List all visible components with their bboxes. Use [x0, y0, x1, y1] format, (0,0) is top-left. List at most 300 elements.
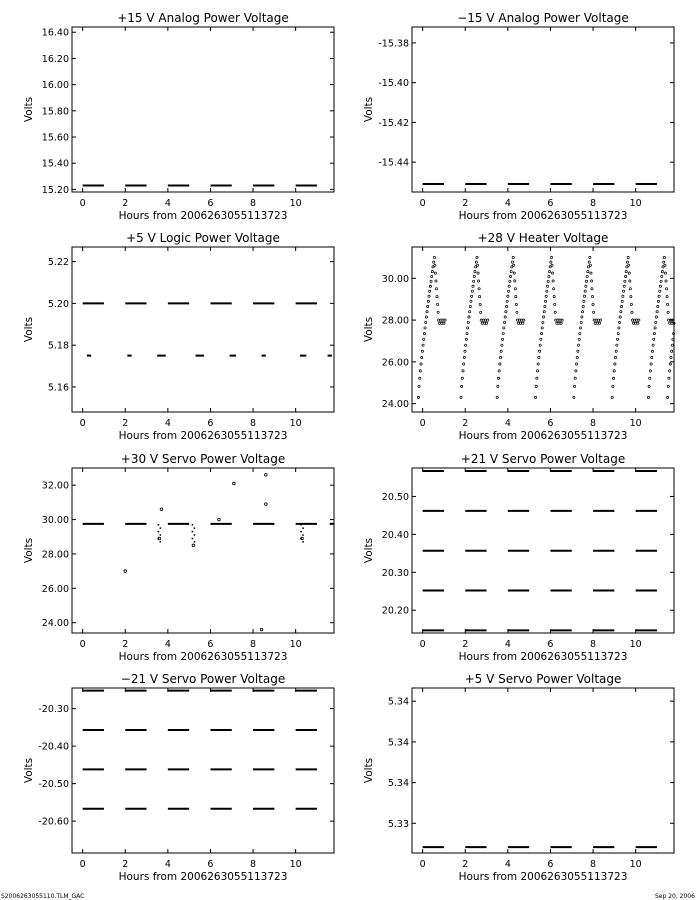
data-point	[581, 316, 583, 318]
data-point	[655, 321, 657, 323]
data-point	[420, 363, 422, 365]
data-point	[660, 280, 662, 282]
chart-panel	[23, 11, 334, 222]
data-point	[592, 303, 594, 305]
data-point	[614, 363, 616, 365]
data-point	[625, 271, 627, 273]
data-point	[577, 344, 579, 346]
y-tick-label: 16.40	[41, 27, 69, 39]
data-point	[300, 531, 302, 533]
data-point	[617, 332, 619, 334]
data-point	[589, 264, 591, 266]
data-point	[630, 296, 632, 298]
data-point	[651, 356, 653, 358]
data-point	[575, 370, 577, 372]
data-point	[505, 311, 507, 313]
data-point	[548, 271, 550, 273]
data-point	[507, 290, 509, 292]
data-point	[669, 363, 671, 365]
data-point	[665, 280, 667, 282]
data-point	[590, 272, 592, 274]
x-tick-label: 2	[122, 859, 129, 870]
data-point	[653, 338, 655, 340]
data-point	[192, 538, 194, 540]
y-tick-label: 5.20	[47, 298, 69, 310]
data-point	[159, 541, 161, 543]
x-tick-label: 10	[289, 198, 302, 209]
data-point	[513, 264, 515, 266]
data-point	[300, 524, 302, 526]
data-point	[468, 316, 470, 318]
y-tick-label: 5.22	[47, 257, 69, 269]
data-point	[421, 350, 423, 352]
data-point	[434, 264, 436, 266]
data-point	[592, 311, 594, 313]
data-point	[540, 332, 542, 334]
chart-title: −21 V Servo Power Voltage	[120, 672, 286, 686]
data-point	[477, 280, 479, 282]
x-axis-label: Hours from 2006263055113723	[458, 210, 628, 222]
y-tick-label: 20.30	[381, 567, 409, 579]
data-point	[477, 272, 479, 274]
data-point	[544, 300, 546, 302]
data-point	[463, 363, 465, 365]
data-point	[511, 261, 513, 263]
y-tick-label: -20.60	[38, 816, 69, 828]
y-tick-label: 16.20	[41, 53, 69, 65]
data-point	[302, 541, 304, 543]
data-point	[487, 319, 489, 321]
data-point	[426, 311, 428, 313]
data-point	[443, 322, 445, 324]
data-point	[656, 311, 658, 313]
data-point	[503, 327, 505, 329]
data-point	[194, 527, 196, 529]
data-point	[638, 319, 640, 321]
x-tick-label: 4	[164, 639, 171, 650]
data-point	[467, 327, 469, 329]
data-point	[611, 396, 613, 398]
x-tick-label: 10	[289, 859, 302, 870]
data-point	[626, 261, 628, 263]
y-axis-label: Volts	[23, 96, 35, 123]
data-point	[504, 316, 506, 318]
y-tick-label: -20.50	[38, 779, 69, 791]
data-point	[218, 518, 221, 521]
data-point	[560, 322, 562, 324]
y-tick-label: -15.42	[378, 117, 409, 129]
data-point	[469, 305, 471, 307]
data-point	[614, 356, 616, 358]
y-tick-label: -15.44	[378, 157, 409, 169]
data-point	[466, 332, 468, 334]
data-point	[659, 290, 661, 292]
x-tick-label: 2	[462, 859, 469, 870]
data-point	[302, 534, 304, 536]
y-tick-label: 15.20	[41, 184, 69, 196]
data-point	[515, 296, 517, 298]
data-point	[478, 288, 480, 290]
data-point	[544, 305, 546, 307]
data-point	[157, 524, 159, 526]
data-point	[659, 285, 661, 287]
x-tick-label: 10	[629, 198, 642, 209]
data-point	[647, 396, 649, 398]
y-tick-label: -15.38	[378, 38, 409, 50]
data-point	[615, 350, 617, 352]
x-tick-label: 0	[79, 418, 86, 429]
data-point	[435, 288, 437, 290]
data-point	[661, 275, 663, 277]
chart-title: +5 V Servo Power Voltage	[464, 672, 622, 686]
x-tick-label: 0	[419, 418, 426, 429]
x-axis-label: Hours from 2006263055113723	[118, 430, 288, 442]
y-tick-label: 24.00	[381, 399, 409, 411]
data-point	[428, 295, 430, 297]
data-point	[539, 344, 541, 346]
data-point	[667, 396, 669, 398]
data-point	[463, 356, 465, 358]
data-point	[462, 370, 464, 372]
data-point	[668, 377, 670, 379]
x-tick-label: 10	[629, 418, 642, 429]
x-tick-label: 0	[419, 639, 426, 650]
data-point	[624, 275, 626, 277]
x-tick-label: 6	[207, 418, 214, 429]
data-point	[628, 272, 630, 274]
data-point	[542, 321, 544, 323]
data-point	[514, 280, 516, 282]
data-point	[583, 300, 585, 302]
chart-title: +30 V Servo Power Voltage	[120, 452, 286, 466]
chart-title: +15 V Analog Power Voltage	[117, 11, 289, 25]
data-point	[620, 305, 622, 307]
data-point	[664, 272, 666, 274]
data-point	[192, 524, 194, 526]
y-tick-label: 24.00	[41, 618, 69, 630]
data-point	[591, 288, 593, 290]
data-point	[194, 534, 196, 536]
data-point	[561, 319, 563, 321]
data-point	[584, 290, 586, 292]
data-point	[664, 264, 666, 266]
x-axis-label: Hours from 2006263055113723	[458, 871, 628, 883]
data-point	[545, 295, 547, 297]
x-tick-label: 6	[547, 639, 554, 650]
data-point	[436, 303, 438, 305]
x-tick-label: 10	[629, 639, 642, 650]
data-point	[667, 311, 669, 313]
data-point	[499, 356, 501, 358]
data-point	[637, 322, 639, 324]
data-point	[535, 385, 537, 387]
x-tick-label: 4	[504, 859, 511, 870]
data-point	[616, 344, 618, 346]
data-point	[612, 385, 614, 387]
data-point	[124, 570, 127, 573]
x-tick-label: 2	[462, 639, 469, 650]
data-point	[160, 508, 163, 511]
data-point	[672, 338, 674, 340]
data-point	[669, 370, 671, 372]
data-point	[624, 280, 626, 282]
data-point	[421, 356, 423, 358]
data-point	[300, 538, 302, 540]
chart-panel	[23, 231, 334, 442]
data-point	[423, 338, 425, 340]
data-point	[619, 316, 621, 318]
data-point	[538, 356, 540, 358]
data-point	[425, 321, 427, 323]
data-point	[658, 295, 660, 297]
data-point	[618, 321, 620, 323]
y-axis-label: Volts	[363, 96, 375, 123]
data-point	[581, 311, 583, 313]
x-tick-label: 4	[504, 418, 511, 429]
x-axis-label: Hours from 2006263055113723	[118, 210, 288, 222]
data-point	[159, 534, 161, 536]
data-point	[546, 285, 548, 287]
data-point	[473, 280, 475, 282]
data-point	[553, 288, 555, 290]
data-point	[509, 280, 511, 282]
data-point	[523, 319, 525, 321]
y-tick-label: 5.34	[387, 696, 409, 708]
x-tick-label: 10	[629, 859, 642, 870]
data-point	[550, 256, 552, 258]
data-point	[552, 280, 554, 282]
chart-panel	[363, 452, 674, 663]
data-point	[665, 288, 667, 290]
data-point	[437, 311, 439, 313]
x-tick-label: 8	[250, 639, 257, 650]
data-point	[622, 295, 624, 297]
data-point	[429, 290, 431, 292]
data-point	[650, 363, 652, 365]
data-point	[554, 311, 556, 313]
data-point	[444, 319, 446, 321]
data-point	[514, 288, 516, 290]
x-tick-label: 10	[289, 639, 302, 650]
chart-panel	[23, 452, 334, 663]
data-point	[613, 370, 615, 372]
y-axis-label: Volts	[23, 757, 35, 784]
data-point	[430, 280, 432, 282]
data-point	[546, 290, 548, 292]
data-point	[550, 261, 552, 263]
data-point	[470, 300, 472, 302]
data-point	[431, 275, 433, 277]
y-tick-label: 30.00	[41, 515, 69, 527]
y-tick-label: 5.18	[47, 340, 69, 352]
data-point	[480, 311, 482, 313]
x-axis-label: Hours from 2006263055113723	[118, 651, 288, 663]
plot-frame	[72, 27, 334, 192]
chart-title: +5 V Logic Power Voltage	[126, 231, 280, 245]
y-tick-label: 5.16	[47, 382, 69, 394]
data-point	[505, 305, 507, 307]
data-point	[651, 350, 653, 352]
data-point	[302, 527, 304, 529]
data-point	[479, 303, 481, 305]
x-tick-label: 0	[419, 859, 426, 870]
data-point	[585, 280, 587, 282]
x-tick-label: 8	[590, 639, 597, 650]
data-point	[512, 256, 514, 258]
x-tick-label: 8	[590, 859, 597, 870]
footer-date-label: Sep 20, 2006	[655, 893, 695, 900]
data-point	[436, 296, 438, 298]
x-tick-label: 8	[250, 859, 257, 870]
plot-frame	[412, 27, 674, 192]
data-point	[465, 344, 467, 346]
data-point	[663, 261, 665, 263]
data-point	[666, 296, 668, 298]
data-point	[575, 363, 577, 365]
y-axis-label: Volts	[23, 316, 35, 343]
data-point	[473, 275, 475, 277]
chart-title: +28 V Heater Voltage	[477, 231, 609, 245]
x-tick-label: 6	[547, 418, 554, 429]
chart-panel	[363, 11, 674, 222]
data-point	[425, 316, 427, 318]
data-point	[498, 370, 500, 372]
data-point	[577, 350, 579, 352]
y-tick-label: 26.00	[41, 583, 69, 595]
data-point	[554, 303, 556, 305]
data-point	[598, 322, 600, 324]
data-point	[573, 396, 575, 398]
data-point	[537, 363, 539, 365]
x-tick-label: 6	[207, 639, 214, 650]
data-point	[629, 280, 631, 282]
data-point	[551, 272, 553, 274]
data-point	[653, 332, 655, 334]
y-axis-label: Volts	[363, 757, 375, 784]
x-tick-label: 0	[419, 198, 426, 209]
data-point	[588, 261, 590, 263]
data-point	[657, 300, 659, 302]
data-point	[590, 280, 592, 282]
x-tick-label: 4	[164, 859, 171, 870]
x-tick-label: 4	[504, 198, 511, 209]
data-point	[502, 332, 504, 334]
data-point	[670, 356, 672, 358]
x-tick-label: 6	[547, 859, 554, 870]
x-tick-label: 0	[79, 198, 86, 209]
data-point	[508, 285, 510, 287]
data-point	[629, 288, 631, 290]
data-point	[507, 295, 509, 297]
x-tick-label: 8	[590, 418, 597, 429]
data-point	[433, 256, 435, 258]
data-point	[422, 344, 424, 346]
data-point	[652, 344, 654, 346]
data-point	[649, 370, 651, 372]
x-tick-label: 6	[207, 859, 214, 870]
plot-frame	[72, 688, 334, 853]
data-point	[541, 327, 543, 329]
x-axis-label: Hours from 2006263055113723	[118, 871, 288, 883]
chart-panel	[23, 672, 334, 883]
x-axis-label: Hours from 2006263055113723	[458, 430, 628, 442]
data-point	[479, 296, 481, 298]
data-point	[667, 385, 669, 387]
footer-file-label: S2006263055110.TLM_GAC	[1, 893, 85, 900]
x-tick-label: 4	[164, 198, 171, 209]
data-point	[192, 544, 195, 547]
data-point	[536, 370, 538, 372]
data-point	[671, 350, 673, 352]
data-point	[591, 296, 593, 298]
y-tick-label: 30.00	[381, 273, 409, 285]
data-point	[265, 474, 268, 477]
data-point	[510, 271, 512, 273]
data-point	[429, 285, 431, 287]
data-point	[419, 370, 421, 372]
x-tick-label: 8	[250, 198, 257, 209]
y-tick-label: 5.33	[387, 818, 409, 830]
data-point	[471, 295, 473, 297]
data-point	[434, 272, 436, 274]
y-tick-label: -20.40	[38, 741, 69, 753]
data-point	[233, 482, 236, 485]
data-point	[461, 377, 463, 379]
data-point	[655, 316, 657, 318]
data-point	[574, 377, 576, 379]
data-point	[667, 303, 669, 305]
plot-frame	[72, 247, 334, 412]
data-point	[265, 503, 268, 506]
data-point	[476, 264, 478, 266]
data-point	[497, 385, 499, 387]
data-point	[500, 350, 502, 352]
data-point	[513, 272, 515, 274]
data-point	[474, 271, 476, 273]
data-point	[496, 396, 498, 398]
data-point	[461, 385, 463, 387]
data-point	[589, 256, 591, 258]
data-point	[628, 264, 630, 266]
x-tick-label: 4	[164, 418, 171, 429]
data-point	[654, 327, 656, 329]
data-point	[465, 338, 467, 340]
data-point	[427, 305, 429, 307]
x-tick-label: 2	[462, 418, 469, 429]
data-point	[538, 350, 540, 352]
data-point	[485, 322, 487, 324]
y-axis-label: Volts	[363, 316, 375, 343]
data-point	[663, 256, 665, 258]
y-tick-label: -15.40	[378, 78, 409, 90]
data-point	[424, 327, 426, 329]
data-point	[192, 531, 194, 533]
y-tick-label: -20.30	[38, 704, 69, 716]
data-point	[623, 285, 625, 287]
data-point	[657, 305, 659, 307]
data-point	[622, 290, 624, 292]
data-point	[621, 300, 623, 302]
x-tick-label: 2	[462, 198, 469, 209]
data-point	[649, 377, 651, 379]
data-point	[467, 321, 469, 323]
plot-frame	[412, 688, 674, 853]
data-point	[578, 338, 580, 340]
data-point	[579, 327, 581, 329]
data-point	[542, 316, 544, 318]
data-point	[548, 275, 550, 277]
data-point	[547, 280, 549, 282]
